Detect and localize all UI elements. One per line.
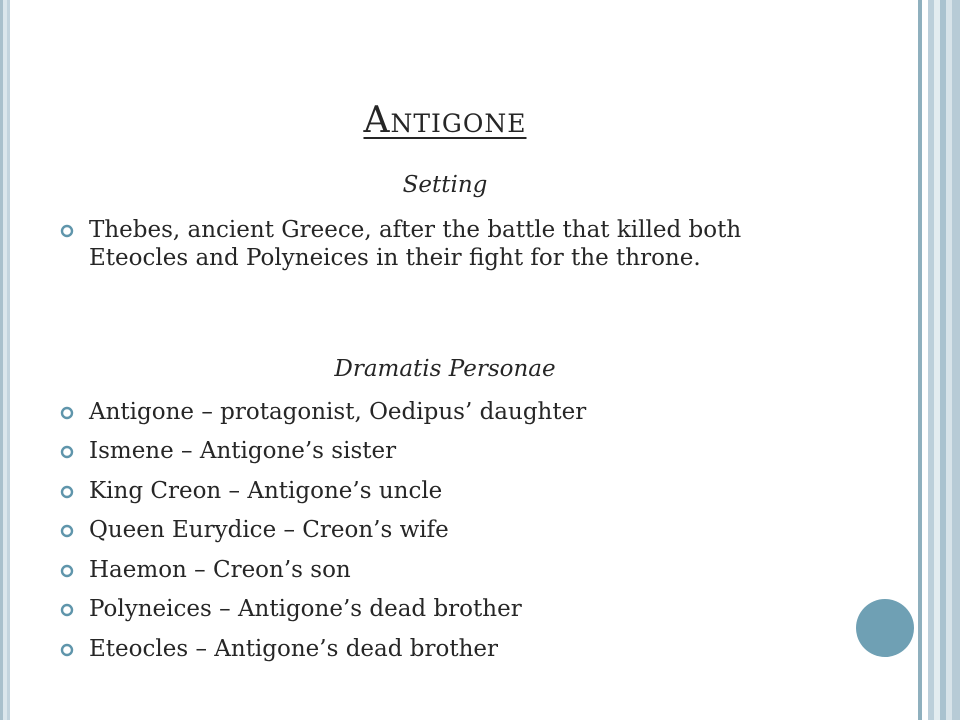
open-circle-bullet-icon xyxy=(60,603,74,617)
open-circle-bullet-icon xyxy=(60,406,74,420)
open-circle-bullet-icon xyxy=(60,524,74,538)
character-text: Polyneices – Antigone’s dead brother xyxy=(89,596,522,622)
character-text: King Creon – Antigone’s uncle xyxy=(89,478,443,504)
character-text: Queen Eurydice – Creon’s wife xyxy=(89,517,449,543)
right-border-stripes xyxy=(918,0,960,720)
open-circle-bullet-icon xyxy=(60,564,74,578)
setting-bullet xyxy=(60,216,810,272)
character-text: Haemon – Creon’s son xyxy=(89,557,351,583)
setting-heading: Setting xyxy=(402,172,488,198)
character-item xyxy=(60,477,810,505)
open-circle-bullet-icon xyxy=(60,643,74,657)
open-circle-bullet-icon xyxy=(60,485,74,499)
character-text: Antigone – protagonist, Oedipus’ daughter xyxy=(89,399,587,425)
accent-circle xyxy=(856,599,914,657)
open-circle-bullet-icon xyxy=(60,445,74,459)
slide-title: Antigone xyxy=(363,100,527,141)
dramatis-heading: Dramatis Personae xyxy=(334,356,556,382)
setting-text: Thebes, ancient Greece, after the battle that killed both Eteocles and Polyneices in their fight for the throne. xyxy=(89,217,742,271)
character-text: Eteocles – Antigone’s dead brother xyxy=(89,636,499,662)
character-item xyxy=(60,516,810,544)
open-circle-bullet-icon xyxy=(60,224,74,238)
character-item xyxy=(60,556,810,584)
character-item xyxy=(60,595,810,623)
character-item xyxy=(60,398,810,426)
character-item xyxy=(60,635,810,663)
character-item xyxy=(60,437,810,465)
character-text: Ismene – Antigone’s sister xyxy=(89,438,397,464)
